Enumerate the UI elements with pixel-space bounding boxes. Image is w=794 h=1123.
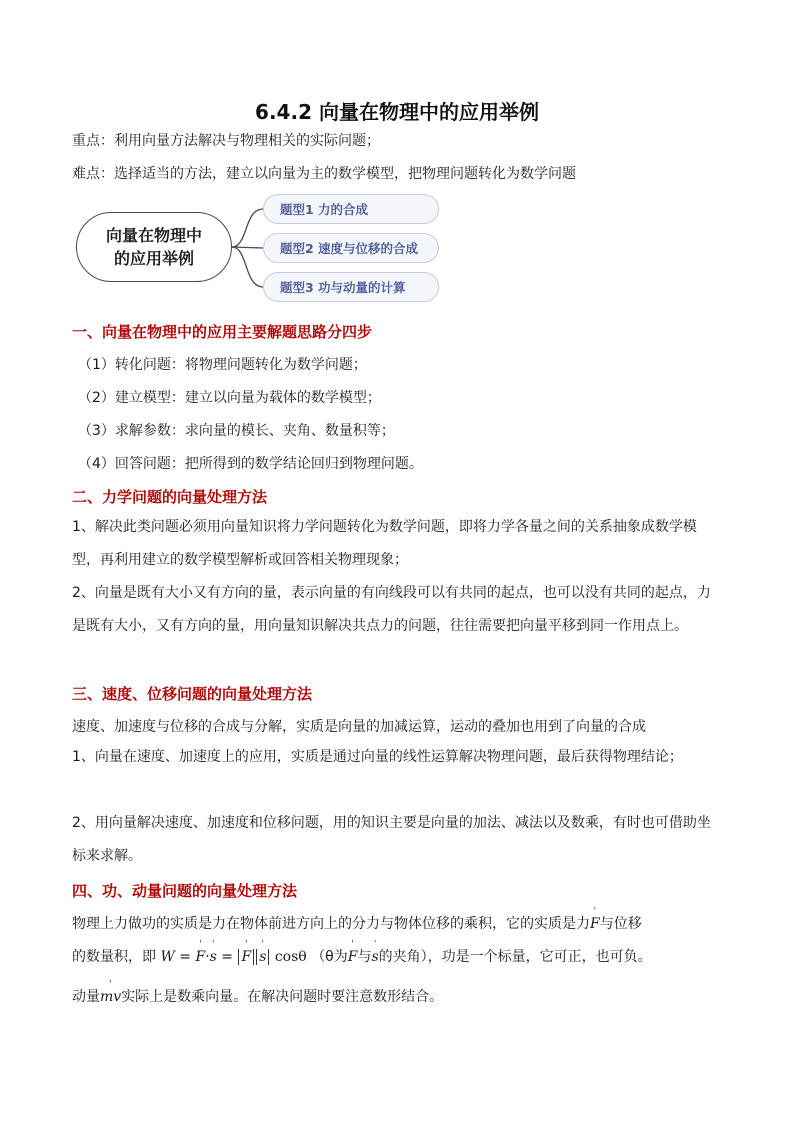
theta-f-vector: ' F: [348, 949, 358, 965]
section2-paragraph-1: 1、解决此类问题必须用向量知识将力学问题转化为数学问题，即将力学各量之间的关系抽象成数学模型，再利用建立的数学模型解析或回答相关物理现象；: [72, 519, 697, 568]
formula-equals-2: =: [221, 949, 234, 965]
section4-line-2: [72, 946, 652, 966]
mindmap-branch-1: 题型1 力的合成: [263, 194, 439, 224]
section3-heading: 三、速度、位移问题的向量处理方法: [72, 685, 313, 703]
section3-paragraph-1: 1、向量在速度、加速度上的应用，实质是通过向量的线性运算解决物理问题，最后获得物理结论；: [72, 749, 683, 765]
section3-paragraph-0: 速度、加速度与位移的合成与分解，实质是向量的加减运算，运动的叠加也用到了向量的合成: [72, 719, 646, 735]
section4-line3-text-b: 实际上是数乘向量。在解决问题时要注意数形结合。: [121, 989, 444, 1005]
section1-item-4: （4）回答问题：把所得到的数学结论回归到物理问题。: [78, 456, 423, 472]
section1-item-3: （3）求解参数：求向量的模长、夹角、数量积等；: [78, 423, 395, 439]
formula-s-vector: ' s: [210, 949, 217, 965]
section4-line-3: [72, 986, 443, 1006]
mindmap-branch-3: 题型3 功与动量的计算: [263, 272, 439, 302]
formula-w: W: [160, 949, 175, 965]
section1-item-2: （2）建立模型：建立以向量为载体的数学模型；: [78, 390, 381, 406]
section4-line3-text-a: 动量: [72, 989, 100, 1005]
section1-heading: 一、向量在物理中的应用主要解题思路分四步: [72, 323, 373, 341]
work-formula: [160, 949, 311, 965]
formula-s-magnitude: ' s: [256, 949, 269, 965]
section4-line2-text-c: 的夹角），功是一个标量，它可正，也可负。: [378, 949, 652, 965]
section2-heading: 二、力学问题的向量处理方法: [72, 488, 268, 506]
section4-line2-text-b: （θ为: [311, 949, 348, 965]
key-point: 重点：利用向量方法解决与物理相关的实际问题；: [72, 133, 380, 149]
theta-s-vector: ' s: [371, 949, 378, 965]
section4-line1-text-a: 物理上力做功的实质是力在物体前进方向上的分力与物体位移的乘积，它的实质是力: [72, 916, 590, 932]
formula-f-magnitude: ' F: [238, 949, 254, 965]
momentum-vector: ' mv: [100, 989, 121, 1005]
formula-cos: cosθ: [274, 949, 307, 965]
formula-f-vector: ' F: [195, 949, 205, 965]
section4-line2-text-a: 的数量积，即: [72, 949, 156, 965]
force-vector: ' F: [590, 916, 600, 932]
section2-paragraph-2: 2、向量是既有大小又有方向的量，表示向量的有向线段可以有共同的起点，也可以没有共同的起点，力是既有大小，又有方向的量，用向量知识解决共点力的问题，往往需要把向量平移到同一作用点上。: [72, 585, 711, 634]
mindmap-center: 向量在物理中 的应用举例: [76, 212, 232, 282]
page-title: 6.4.2 向量在物理中的应用举例: [255, 100, 539, 124]
section4-line2-and: 与: [357, 949, 372, 965]
section4-heading: 四、功、动量问题的向量处理方法: [72, 882, 298, 900]
section1-item-1: （1）转化问题：将物理问题转化为数学问题；: [78, 357, 367, 373]
section4-line1-text-b: 与位移: [599, 916, 642, 932]
formula-dot: ·: [205, 949, 210, 965]
mindmap-branch-2: 题型2 速度与位移的合成: [263, 233, 439, 263]
section4-line-1: [72, 913, 642, 933]
formula-equals: =: [179, 949, 192, 965]
difficult-point: 难点：选择适当的方法，建立以向量为主的数学模型，把物理问题转化为数学问题: [72, 166, 576, 182]
section3-paragraph-2: 2、用向量解决速度、加速度和位移问题，用的知识主要是向量的加法、减法以及数乘，有时也可借助坐标来求解。: [72, 815, 711, 864]
